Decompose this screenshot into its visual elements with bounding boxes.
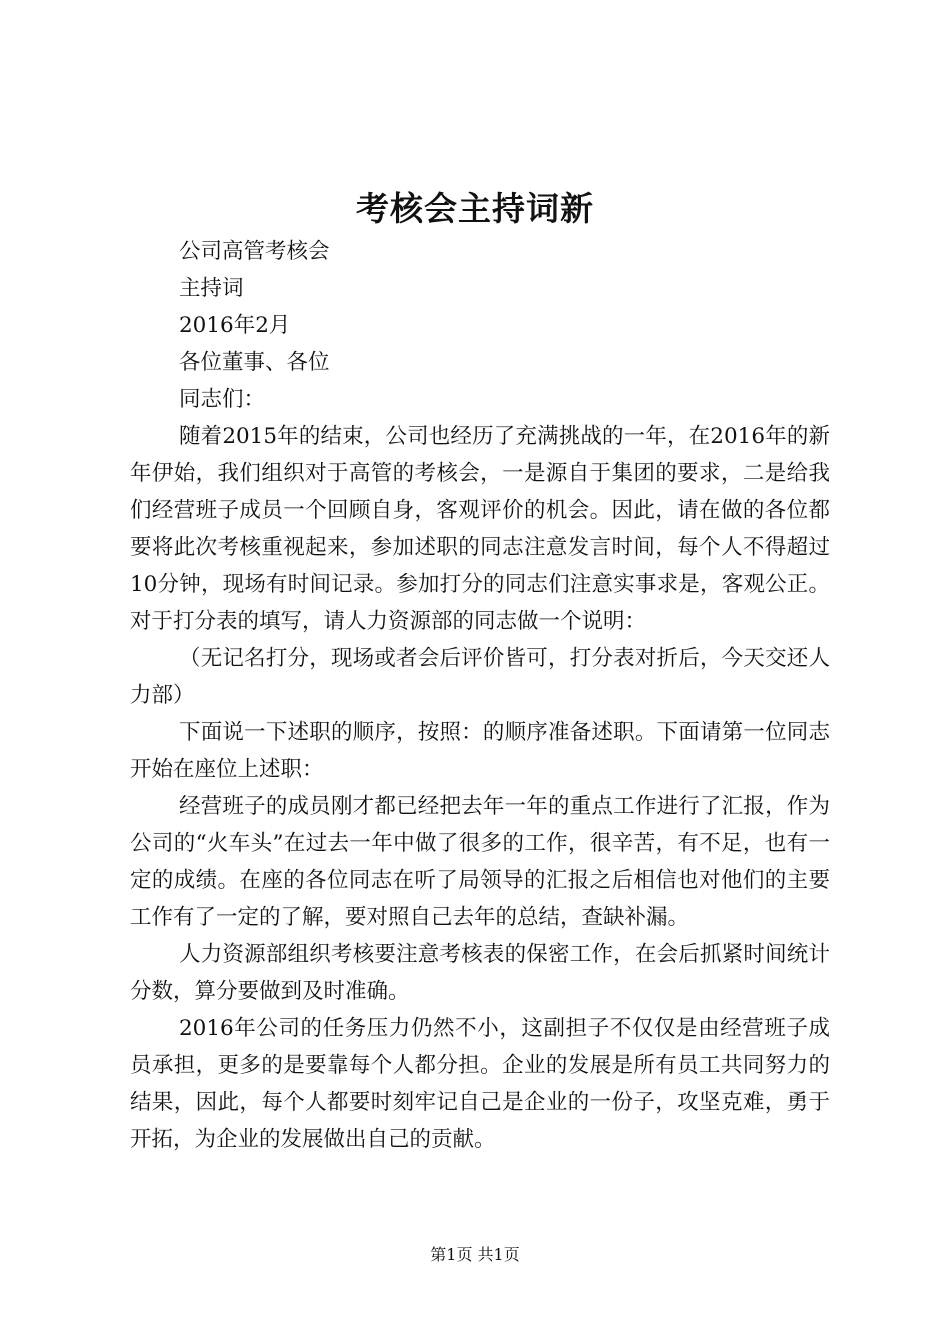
paragraph: 人力资源部组织考核要注意考核表的保密工作，在会后抓紧时间统计分数，算分要做到及时准确。 xyxy=(130,942,830,1004)
document-body xyxy=(130,233,830,1158)
paragraph: 经营班子的成员刚才都已经把去年一年的重点工作进行了汇报，作为公司的“火车头”在过去一年中做了很多的工作，很辛苦，有不足，也有一定的成绩。在座的各位同志在听了局领导的汇报之后相信也对他们的主要工作有了一定的了解，要对照自己去年的总结，查缺补漏。 xyxy=(130,794,830,930)
header-line: 各位董事、各位 xyxy=(179,350,330,375)
paragraph: 随着2015年的结束，公司也经历了充满挑战的一年，在2016年的新年伊始，我们组织对于高管的考核会，一是源自于集团的要求，二是给我们经营班子成员一个回顾自身，客观评价的机会。因此，请在做的各位都要将此次考核重视起来，参加述职的同志注意发言时间，每个人不得超过10分钟，现场有时间记录。参加打分的同志们注意实事求是，客观公正。对于打分表的填写，请人力资源部的同志做一个说明： xyxy=(130,424,830,634)
header-line: 2016年2月 xyxy=(179,313,291,338)
page-footer: 第1页 共1页 xyxy=(430,1245,520,1264)
paragraph: （无记名打分，现场或者会后评价皆可，打分表对折后，今天交还人力部） xyxy=(130,646,830,708)
document-title: 考核会主持词新 xyxy=(356,189,594,228)
paragraph: 下面说一下述职的顺序，按照：的顺序准备述职。下面请第一位同志开始在座位上述职： xyxy=(130,720,830,782)
paragraph: 2016年公司的任务压力仍然不小，这副担子不仅仅是由经营班子成员承担，更多的是要靠每个人都分担。企业的发展是所有员工共同努力的结果，因此，每个人都要时刻牢记自己是企业的一份子，攻坚克难，勇于开拓，为企业的发展做出自己的贡献。 xyxy=(130,1016,830,1152)
header-line: 主持词 xyxy=(179,276,244,301)
header-line: 公司高管考核会 xyxy=(179,239,330,264)
header-line: 同志们： xyxy=(179,387,266,412)
